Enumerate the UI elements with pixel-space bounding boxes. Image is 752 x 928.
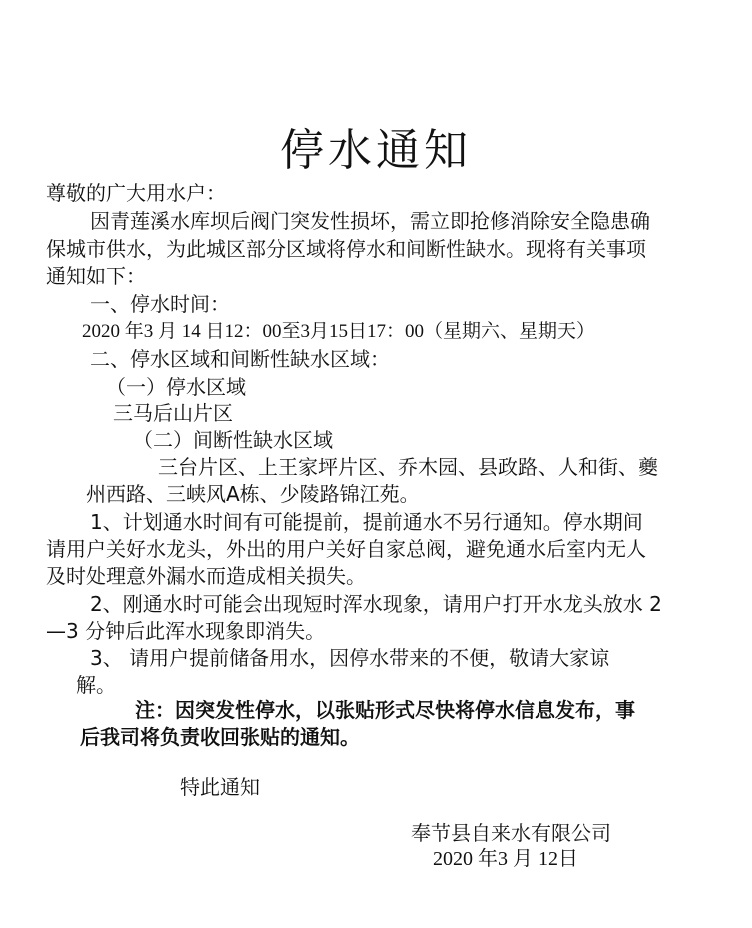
closing-text: 特此通知 [180, 775, 260, 799]
section1-heading: 一、停水时间： [90, 292, 230, 316]
item3-line-1: 3、 请用户提前储备用水，因停水带来的不便，敬请大家谅 [90, 646, 610, 670]
item1-line-1: 1、计划通水时间有可能提前，提前通水不另行通知。停水期间 [90, 510, 643, 534]
item2-line-1: 2、刚通水时可能会出现短时浑水现象，请用户打开水龙头放水 2 [90, 592, 662, 616]
item1-line-2: 请用户关好水龙头，外出的用户关好自家总阀，避免通水后室内无人 [46, 537, 646, 561]
item3-line-2: 解。 [76, 673, 116, 697]
notice-title: 停水通知 [280, 125, 472, 176]
intro-line-3: 通知如下： [46, 264, 146, 288]
salutation: 尊敬的广大用水户： [46, 181, 226, 205]
section2-heading: 二、停水区域和间断性缺水区域： [90, 347, 390, 371]
intro-line-2: 保城市供水，为此城区部分区域将停水和间断性缺水。现将有关事项 [46, 237, 646, 261]
item2-line-2: —3 分钟后此浑水现象即消失。 [46, 619, 326, 643]
sub1-area: 三马后山片区 [113, 401, 233, 425]
section1-time: 2020 年3 月 14 日12：00至3月15日17：00（星期六、星期天） [82, 321, 596, 342]
sub2-line-2: 州西路、三峡风A栋、少陵路锦江苑。 [86, 482, 420, 506]
note-line-1: 注：因突发性停水，以张贴形式尽快将停水信息发布，事 [135, 698, 635, 722]
item1-line-3: 及时处理意外漏水而造成相关损失。 [46, 564, 366, 588]
sub2-line-1: 三台片区、上王家坪片区、乔木园、县政路、人和街、夔 [158, 455, 658, 479]
signature-organization: 奉节县自来水有限公司 [411, 821, 611, 845]
signature-date: 2020 年3 月 12日 [433, 848, 578, 870]
note-line-2: 后我司将负责收回张贴的通知。 [80, 725, 360, 749]
intro-line-1: 因青莲溪水库坝后阀门突发性损坏，需立即抢修消除安全隐患确 [90, 209, 650, 233]
sub2-heading: （二）间断性缺水区域 [133, 428, 333, 452]
sub1-heading: （一）停水区域 [106, 375, 246, 399]
